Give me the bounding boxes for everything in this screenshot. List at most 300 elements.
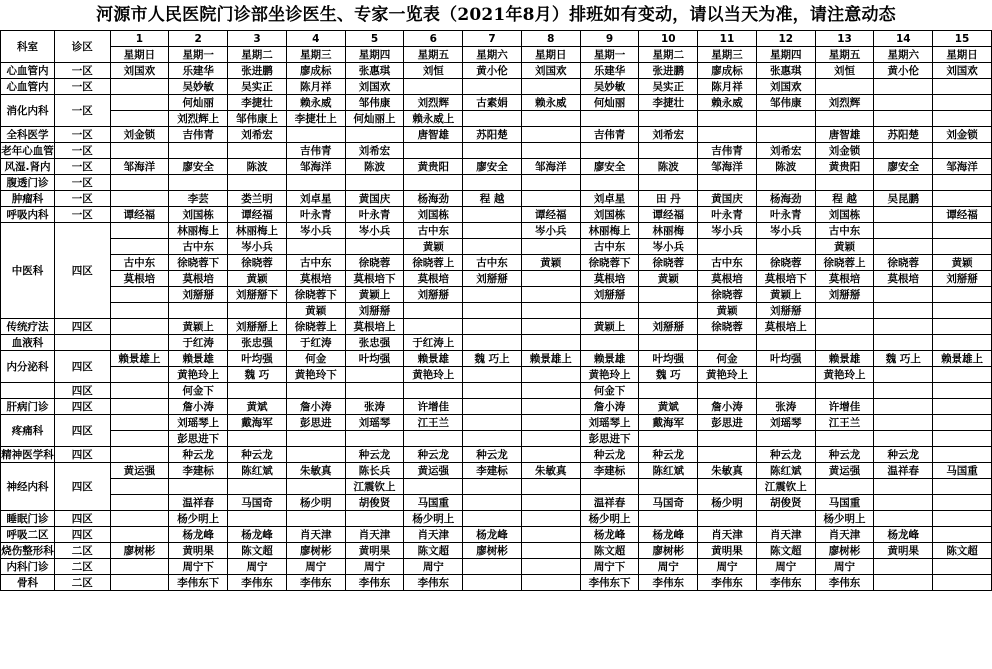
doctor-cell bbox=[463, 415, 522, 431]
doctor-cell: 杨龙峰 bbox=[169, 527, 228, 543]
doctor-cell bbox=[228, 511, 287, 527]
weekday-label: 星期五 bbox=[815, 47, 874, 63]
doctor-cell bbox=[521, 495, 580, 511]
doctor-cell bbox=[110, 335, 169, 351]
doctor-cell: 温祥春 bbox=[874, 463, 933, 479]
weekday-label: 星期六 bbox=[874, 47, 933, 63]
doctor-cell: 莫根培上 bbox=[345, 319, 404, 335]
doctor-cell bbox=[874, 495, 933, 511]
weekday-label: 星期四 bbox=[345, 47, 404, 63]
doctor-cell: 詹小涛 bbox=[286, 399, 345, 415]
doctor-cell bbox=[404, 79, 463, 95]
department-name: 肝病门诊 bbox=[1, 399, 55, 415]
doctor-cell bbox=[580, 303, 639, 319]
doctor-cell: 刘掰掰上 bbox=[228, 319, 287, 335]
clinic-area: 一区 bbox=[54, 207, 110, 223]
clinic-area: 四区 bbox=[54, 527, 110, 543]
doctor-cell: 李捷壮 bbox=[228, 95, 287, 111]
doctor-cell bbox=[698, 127, 757, 143]
doctor-cell: 彭思进下 bbox=[169, 431, 228, 447]
clinic-area: 一区 bbox=[54, 95, 110, 127]
doctor-cell: 黄贵阳 bbox=[404, 159, 463, 175]
doctor-cell bbox=[756, 239, 815, 255]
doctor-cell: 古中东 bbox=[110, 255, 169, 271]
doctor-cell: 李伟东 bbox=[639, 575, 698, 591]
doctor-cell: 陈文超 bbox=[933, 543, 992, 559]
doctor-cell: 谭经福 bbox=[933, 207, 992, 223]
doctor-cell bbox=[639, 511, 698, 527]
doctor-cell: 周宁 bbox=[698, 559, 757, 575]
doctor-cell: 刘瑶琴 bbox=[345, 415, 404, 431]
doctor-cell: 徐晓蓉 bbox=[874, 255, 933, 271]
doctor-cell: 何灿丽上 bbox=[345, 111, 404, 127]
doctor-cell: 刘国欢 bbox=[521, 63, 580, 79]
doctor-cell: 刘希宏 bbox=[228, 127, 287, 143]
doctor-cell bbox=[933, 415, 992, 431]
doctor-cell bbox=[110, 303, 169, 319]
doctor-cell: 张忠强 bbox=[228, 335, 287, 351]
doctor-cell: 邹海洋 bbox=[110, 159, 169, 175]
doctor-cell bbox=[521, 79, 580, 95]
department-name: 心血管内 bbox=[1, 79, 55, 95]
doctor-cell bbox=[286, 239, 345, 255]
doctor-cell: 黄明果 bbox=[698, 543, 757, 559]
doctor-cell bbox=[874, 319, 933, 335]
day-number: 15 bbox=[933, 31, 992, 47]
doctor-cell: 刘国栋 bbox=[580, 207, 639, 223]
doctor-cell bbox=[228, 303, 287, 319]
department-name: 中医科 bbox=[1, 223, 55, 319]
doctor-cell bbox=[874, 79, 933, 95]
doctor-cell: 陈文超 bbox=[756, 543, 815, 559]
table-row bbox=[1, 575, 992, 591]
area-header: 诊区 bbox=[54, 31, 110, 63]
doctor-cell: 赖景雄上 bbox=[933, 351, 992, 367]
table-row bbox=[1, 319, 992, 335]
doctor-cell: 詹小涛 bbox=[169, 399, 228, 415]
doctor-cell bbox=[463, 111, 522, 127]
doctor-cell bbox=[639, 143, 698, 159]
doctor-cell: 谭经福 bbox=[110, 207, 169, 223]
doctor-cell: 廖安全 bbox=[169, 159, 228, 175]
doctor-cell: 莫根培 bbox=[580, 271, 639, 287]
doctor-cell: 许增佳 bbox=[404, 399, 463, 415]
doctor-cell bbox=[874, 367, 933, 383]
department-name: 睡眠门诊 bbox=[1, 511, 55, 527]
doctor-cell: 岑小兵 bbox=[756, 223, 815, 239]
doctor-cell bbox=[874, 335, 933, 351]
doctor-cell bbox=[933, 431, 992, 447]
day-number: 12 bbox=[756, 31, 815, 47]
department-name: 风湿.肾内 bbox=[1, 159, 55, 175]
doctor-cell: 何灿丽 bbox=[580, 95, 639, 111]
clinic-area bbox=[54, 335, 110, 351]
weekday-label: 星期二 bbox=[639, 47, 698, 63]
doctor-cell: 林丽梅 bbox=[639, 223, 698, 239]
doctor-cell: 刘国栋 bbox=[169, 207, 228, 223]
doctor-cell: 吴昆鹏 bbox=[874, 191, 933, 207]
doctor-cell: 古素娟 bbox=[463, 95, 522, 111]
doctor-cell: 杨龙峰 bbox=[874, 527, 933, 543]
doctor-cell: 娄兰明 bbox=[228, 191, 287, 207]
doctor-cell: 廖安全 bbox=[874, 159, 933, 175]
doctor-cell: 何金下 bbox=[169, 383, 228, 399]
doctor-cell bbox=[521, 319, 580, 335]
doctor-cell bbox=[521, 335, 580, 351]
doctor-cell bbox=[110, 239, 169, 255]
table-row bbox=[1, 111, 992, 127]
doctor-cell: 刘国欢 bbox=[345, 79, 404, 95]
doctor-cell: 陈波 bbox=[345, 159, 404, 175]
clinic-area: 二区 bbox=[54, 575, 110, 591]
doctor-cell bbox=[169, 479, 228, 495]
doctor-cell bbox=[463, 511, 522, 527]
table-row bbox=[1, 351, 992, 367]
day-number: 2 bbox=[169, 31, 228, 47]
day-number: 7 bbox=[463, 31, 522, 47]
doctor-cell: 黄明果 bbox=[874, 543, 933, 559]
doctor-cell: 刘掰掰 bbox=[756, 303, 815, 319]
table-row bbox=[1, 495, 992, 511]
doctor-cell bbox=[404, 479, 463, 495]
doctor-cell: 刘金锁 bbox=[815, 143, 874, 159]
doctor-cell: 江王兰 bbox=[815, 415, 874, 431]
doctor-cell: 黄国庆 bbox=[698, 191, 757, 207]
day-number: 5 bbox=[345, 31, 404, 47]
doctor-cell: 莫根培 bbox=[286, 271, 345, 287]
doctor-cell bbox=[874, 383, 933, 399]
table-row bbox=[1, 559, 992, 575]
doctor-cell: 何金下 bbox=[580, 383, 639, 399]
doctor-cell bbox=[345, 127, 404, 143]
doctor-cell: 黄颖 bbox=[404, 239, 463, 255]
doctor-cell: 李伟东 bbox=[228, 575, 287, 591]
doctor-cell: 刘掰掰 bbox=[345, 303, 404, 319]
doctor-cell: 张涛 bbox=[756, 399, 815, 415]
doctor-cell bbox=[639, 479, 698, 495]
doctor-cell bbox=[521, 111, 580, 127]
table-row bbox=[1, 255, 992, 271]
doctor-cell bbox=[228, 431, 287, 447]
doctor-cell bbox=[286, 479, 345, 495]
clinic-area: 四区 bbox=[54, 511, 110, 527]
doctor-cell bbox=[521, 511, 580, 527]
clinic-area: 一区 bbox=[54, 127, 110, 143]
doctor-cell bbox=[463, 303, 522, 319]
doctor-cell: 吴妙敏 bbox=[169, 79, 228, 95]
doctor-cell: 黄颖上 bbox=[345, 287, 404, 303]
department-name: 内分泌科 bbox=[1, 351, 55, 383]
doctor-cell bbox=[463, 207, 522, 223]
clinic-area: 四区 bbox=[54, 463, 110, 511]
table-row bbox=[1, 415, 992, 431]
doctor-cell bbox=[404, 319, 463, 335]
doctor-cell: 黄小伦 bbox=[874, 63, 933, 79]
doctor-cell: 彭思进 bbox=[286, 415, 345, 431]
department-name: 疼痛科 bbox=[1, 415, 55, 447]
doctor-cell bbox=[933, 559, 992, 575]
doctor-cell bbox=[639, 175, 698, 191]
doctor-cell bbox=[110, 79, 169, 95]
doctor-cell: 岑小兵 bbox=[345, 223, 404, 239]
doctor-cell: 陈波 bbox=[756, 159, 815, 175]
table-row bbox=[1, 127, 992, 143]
doctor-cell bbox=[756, 511, 815, 527]
doctor-cell bbox=[345, 383, 404, 399]
day-number: 14 bbox=[874, 31, 933, 47]
doctor-cell bbox=[286, 511, 345, 527]
day-number: 10 bbox=[639, 31, 698, 47]
doctor-cell: 黄国庆 bbox=[345, 191, 404, 207]
doctor-cell bbox=[169, 175, 228, 191]
doctor-cell bbox=[815, 111, 874, 127]
doctor-cell bbox=[698, 383, 757, 399]
clinic-area: 一区 bbox=[54, 159, 110, 175]
doctor-cell bbox=[286, 127, 345, 143]
clinic-area: 四区 bbox=[54, 351, 110, 383]
doctor-cell bbox=[698, 335, 757, 351]
doctor-cell: 邹海洋 bbox=[521, 159, 580, 175]
department-name: 呼吸内科 bbox=[1, 207, 55, 223]
doctor-cell bbox=[815, 79, 874, 95]
doctor-cell bbox=[286, 447, 345, 463]
doctor-cell: 吉伟青 bbox=[698, 143, 757, 159]
doctor-cell: 周宁下 bbox=[580, 559, 639, 575]
doctor-cell bbox=[756, 367, 815, 383]
doctor-cell bbox=[639, 431, 698, 447]
doctor-cell bbox=[756, 431, 815, 447]
doctor-cell: 黄明果 bbox=[345, 543, 404, 559]
doctor-cell bbox=[580, 479, 639, 495]
doctor-cell: 刘掰掰 bbox=[404, 287, 463, 303]
doctor-cell: 黄颖上 bbox=[169, 319, 228, 335]
doctor-cell: 黄艳玲上 bbox=[169, 367, 228, 383]
doctor-cell bbox=[756, 335, 815, 351]
doctor-cell: 杨龙峰 bbox=[639, 527, 698, 543]
doctor-cell bbox=[874, 415, 933, 431]
doctor-cell: 莫根培 bbox=[169, 271, 228, 287]
doctor-cell: 叶永青 bbox=[286, 207, 345, 223]
doctor-cell: 刘希宏 bbox=[756, 143, 815, 159]
doctor-cell: 周宁 bbox=[404, 559, 463, 575]
doctor-cell: 林丽梅上 bbox=[228, 223, 287, 239]
doctor-cell: 李伟东 bbox=[756, 575, 815, 591]
doctor-cell bbox=[521, 399, 580, 415]
doctor-cell: 刘国欢 bbox=[933, 63, 992, 79]
doctor-cell: 杨龙峰 bbox=[463, 527, 522, 543]
doctor-cell bbox=[521, 239, 580, 255]
doctor-cell bbox=[933, 527, 992, 543]
doctor-cell: 詹小涛 bbox=[698, 399, 757, 415]
doctor-cell bbox=[521, 543, 580, 559]
doctor-cell: 李伟东 bbox=[345, 575, 404, 591]
doctor-cell bbox=[110, 399, 169, 415]
doctor-cell: 李建标 bbox=[463, 463, 522, 479]
doctor-cell: 江震钦上 bbox=[345, 479, 404, 495]
doctor-cell: 邹伟康 bbox=[756, 95, 815, 111]
department-name: 精神医学科 bbox=[1, 448, 54, 461]
doctor-cell: 赖景雄 bbox=[404, 351, 463, 367]
doctor-cell: 莫根培 bbox=[815, 271, 874, 287]
doctor-cell: 马国重 bbox=[815, 495, 874, 511]
doctor-cell: 马国奇 bbox=[228, 495, 287, 511]
doctor-cell bbox=[933, 79, 992, 95]
doctor-cell: 吉伟青 bbox=[286, 143, 345, 159]
doctor-cell: 吉伟青 bbox=[580, 127, 639, 143]
doctor-cell: 于红涛 bbox=[286, 335, 345, 351]
table-row bbox=[1, 543, 992, 559]
doctor-cell: 肖天津 bbox=[756, 527, 815, 543]
doctor-cell: 叶永青 bbox=[756, 207, 815, 223]
doctor-cell bbox=[463, 319, 522, 335]
doctor-cell: 陈月祥 bbox=[698, 79, 757, 95]
schedule-sheet bbox=[0, 30, 992, 591]
doctor-cell bbox=[110, 575, 169, 591]
day-number: 6 bbox=[404, 31, 463, 47]
doctor-cell: 胡俊贤 bbox=[756, 495, 815, 511]
doctor-cell bbox=[169, 303, 228, 319]
doctor-cell: 赖景雄 bbox=[815, 351, 874, 367]
table-row bbox=[1, 479, 992, 495]
department-name: 血液科 bbox=[1, 335, 55, 351]
doctor-cell bbox=[521, 367, 580, 383]
day-number: 1 bbox=[110, 31, 169, 47]
doctor-cell bbox=[521, 271, 580, 287]
doctor-cell: 陈红斌 bbox=[756, 463, 815, 479]
table-row bbox=[1, 239, 992, 255]
doctor-cell bbox=[463, 143, 522, 159]
doctor-cell bbox=[874, 111, 933, 127]
doctor-cell: 黄颖 bbox=[228, 271, 287, 287]
doctor-cell: 刘恒 bbox=[404, 63, 463, 79]
doctor-cell: 刘国欢 bbox=[110, 63, 169, 79]
doctor-cell bbox=[933, 175, 992, 191]
doctor-cell: 叶永青 bbox=[698, 207, 757, 223]
day-number: 11 bbox=[698, 31, 757, 47]
header-row-days bbox=[1, 31, 992, 47]
department-name: 消化内科 bbox=[1, 95, 55, 127]
schedule-table bbox=[0, 30, 992, 591]
doctor-cell: 种云龙 bbox=[169, 447, 228, 463]
doctor-cell: 黄艳玲上 bbox=[404, 367, 463, 383]
doctor-cell: 廖树彬 bbox=[110, 543, 169, 559]
doctor-cell: 刘掰掰下 bbox=[228, 287, 287, 303]
doctor-cell: 种云龙 bbox=[580, 447, 639, 463]
doctor-cell: 岑小兵 bbox=[698, 223, 757, 239]
doctor-cell bbox=[580, 143, 639, 159]
doctor-cell: 黄斌 bbox=[228, 399, 287, 415]
table-row bbox=[1, 335, 992, 351]
doctor-cell: 刘瑶琴上 bbox=[580, 415, 639, 431]
doctor-cell bbox=[463, 367, 522, 383]
doctor-cell bbox=[463, 575, 522, 591]
department-name: 肿瘤科 bbox=[1, 191, 55, 207]
doctor-cell bbox=[521, 479, 580, 495]
doctor-cell bbox=[463, 79, 522, 95]
clinic-area: 一区 bbox=[54, 79, 110, 95]
doctor-cell: 徐晓蓉上 bbox=[815, 255, 874, 271]
doctor-cell bbox=[815, 431, 874, 447]
table-row bbox=[1, 287, 992, 303]
doctor-cell bbox=[874, 479, 933, 495]
department-name: 内科门诊 bbox=[1, 559, 55, 575]
doctor-cell: 杨少明上 bbox=[404, 511, 463, 527]
doctor-cell: 廖树彬 bbox=[639, 543, 698, 559]
doctor-cell: 刘金锁 bbox=[933, 127, 992, 143]
doctor-cell bbox=[933, 447, 992, 463]
doctor-cell bbox=[698, 479, 757, 495]
doctor-cell bbox=[933, 95, 992, 111]
doctor-cell bbox=[286, 383, 345, 399]
doctor-cell bbox=[110, 511, 169, 527]
table-row bbox=[1, 175, 992, 191]
doctor-cell: 刘掰掰 bbox=[169, 287, 228, 303]
doctor-cell bbox=[404, 383, 463, 399]
doctor-cell bbox=[345, 431, 404, 447]
doctor-cell: 叶均强 bbox=[756, 351, 815, 367]
doctor-cell: 马国重 bbox=[933, 463, 992, 479]
doctor-cell bbox=[404, 175, 463, 191]
doctor-cell bbox=[110, 191, 169, 207]
doctor-cell: 黄颖上 bbox=[756, 287, 815, 303]
doctor-cell: 廖成标 bbox=[698, 63, 757, 79]
doctor-cell bbox=[463, 495, 522, 511]
table-row bbox=[1, 447, 992, 463]
doctor-cell bbox=[345, 367, 404, 383]
doctor-cell: 种云龙 bbox=[228, 447, 287, 463]
doctor-cell: 詹小涛 bbox=[580, 399, 639, 415]
doctor-cell: 魏 巧 bbox=[639, 367, 698, 383]
doctor-cell: 莫根培上 bbox=[756, 319, 815, 335]
header-row-weekdays bbox=[1, 47, 992, 63]
doctor-cell: 何灿丽 bbox=[169, 95, 228, 111]
doctor-cell bbox=[110, 223, 169, 239]
doctor-cell: 杨龙峰 bbox=[228, 527, 287, 543]
doctor-cell bbox=[110, 447, 169, 463]
doctor-cell bbox=[110, 319, 169, 335]
doctor-cell: 刘掰掰 bbox=[933, 271, 992, 287]
doctor-cell: 张惠琪 bbox=[756, 63, 815, 79]
doctor-cell: 肖天津 bbox=[286, 527, 345, 543]
doctor-cell: 周宁 bbox=[756, 559, 815, 575]
doctor-cell: 朱敏真 bbox=[286, 463, 345, 479]
doctor-cell: 黄颖 bbox=[815, 239, 874, 255]
doctor-cell bbox=[110, 383, 169, 399]
table-row bbox=[1, 463, 992, 479]
doctor-cell bbox=[874, 175, 933, 191]
doctor-cell: 岑小兵 bbox=[639, 239, 698, 255]
doctor-cell: 谭经福 bbox=[228, 207, 287, 223]
doctor-cell bbox=[521, 303, 580, 319]
doctor-cell: 种云龙 bbox=[815, 447, 874, 463]
doctor-cell bbox=[521, 175, 580, 191]
doctor-cell: 刘掰掰 bbox=[580, 287, 639, 303]
doctor-cell: 古中东 bbox=[169, 239, 228, 255]
doctor-cell: 刘掰掰 bbox=[463, 271, 522, 287]
weekday-label: 星期六 bbox=[463, 47, 522, 63]
table-row bbox=[1, 63, 992, 79]
table-row bbox=[1, 223, 992, 239]
doctor-cell: 许增佳 bbox=[815, 399, 874, 415]
doctor-cell: 何金 bbox=[698, 351, 757, 367]
doctor-cell bbox=[815, 303, 874, 319]
doctor-cell: 黄运强 bbox=[815, 463, 874, 479]
doctor-cell: 徐晓蓉上 bbox=[286, 319, 345, 335]
doctor-cell: 廖树彬 bbox=[286, 543, 345, 559]
doctor-cell: 吴实正 bbox=[228, 79, 287, 95]
doctor-cell bbox=[463, 399, 522, 415]
doctor-cell bbox=[874, 223, 933, 239]
